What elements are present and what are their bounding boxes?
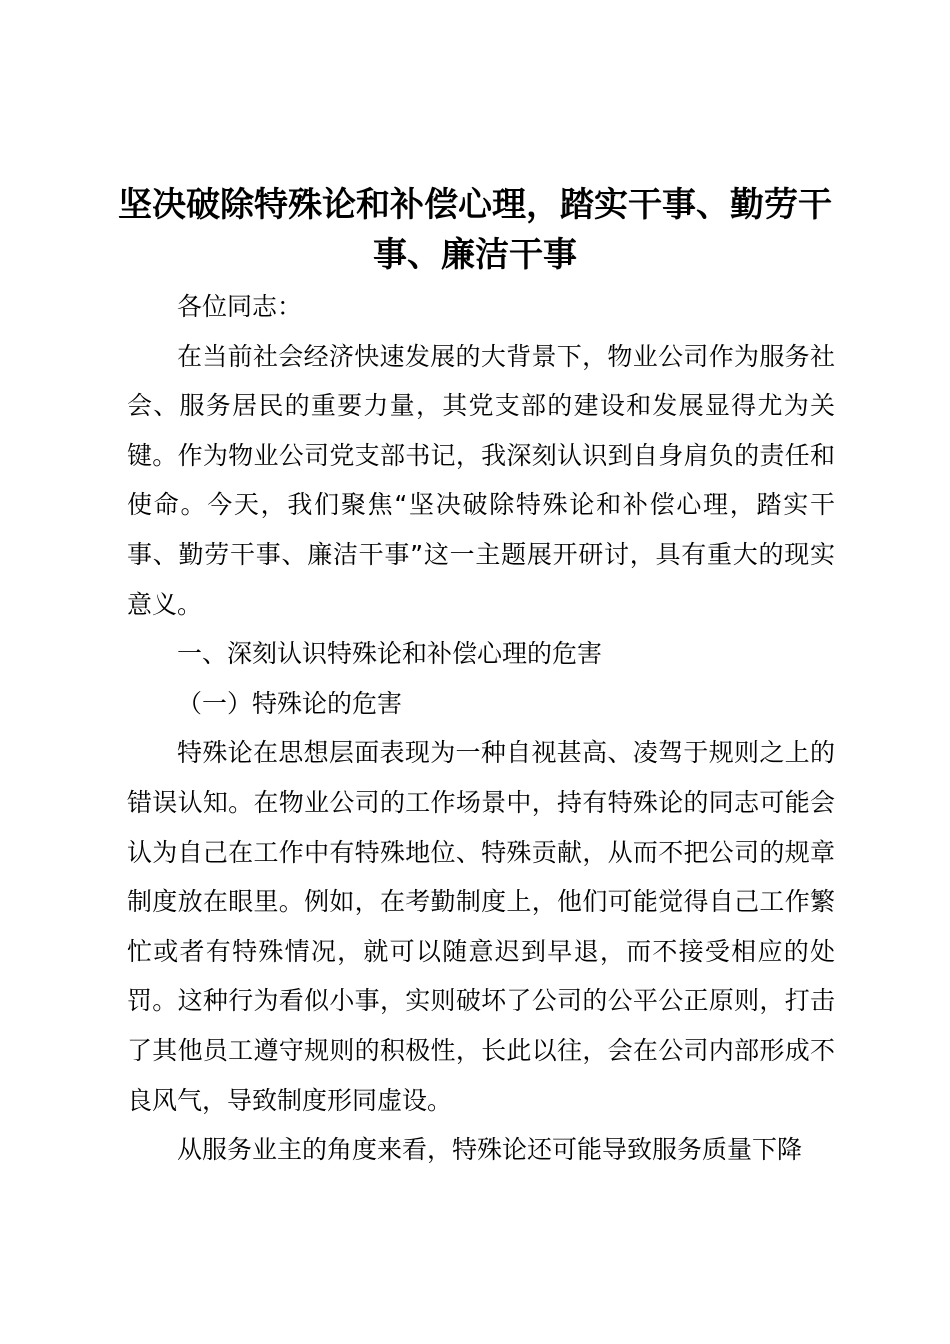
section-heading: 一、深刻认识特殊论和补偿心理的危害 [177,639,603,669]
paragraph-body-continued: 从服务业主的角度来看，特殊论还可能导致服务质量下降 [177,1135,803,1165]
paragraph-body: 特殊论在思想层面表现为一种自视甚高、凌驾于规则之上的错误认知。在物业公司的工作场景中，持有特殊论的同志可能会认为自己在工作中有特殊地位、特殊贡献，从而不把公司的规章制度放在眼里。例如，在考勤制度上，他们可能觉得自己工作繁忙或者有特殊情况，就可以随意迟到早退，而不接受相应的处罚。这种行为看似小事，实则破坏了公司的公平公正原则，打击了其他员工遵守规则的积极性，长此以往，会在公司内部形成不良风气，导致制度形同虚设。 [127,738,835,1115]
document-title: 坚决破除特殊论和补偿心理，踏实干事、勤劳干事、廉洁干事 [118,185,832,275]
subsection-heading: （一）特殊论的危害 [177,688,403,718]
salutation: 各位同志： [177,292,303,321]
document-body [127,282,835,1175]
paragraph-intro: 在当前社会经济快速发展的大背景下，物业公司作为服务社会、服务居民的重要力量，其党支部的建设和发展显得尤为关键。作为物业公司党支部书记，我深刻认识到自身肩负的责任和使命。今天，我们聚焦“坚决破除特殊论和补偿心理，踏实干事、勤劳干事、廉洁干事”这一主题展开研讨，具有重大的现实意义。 [127,341,835,619]
